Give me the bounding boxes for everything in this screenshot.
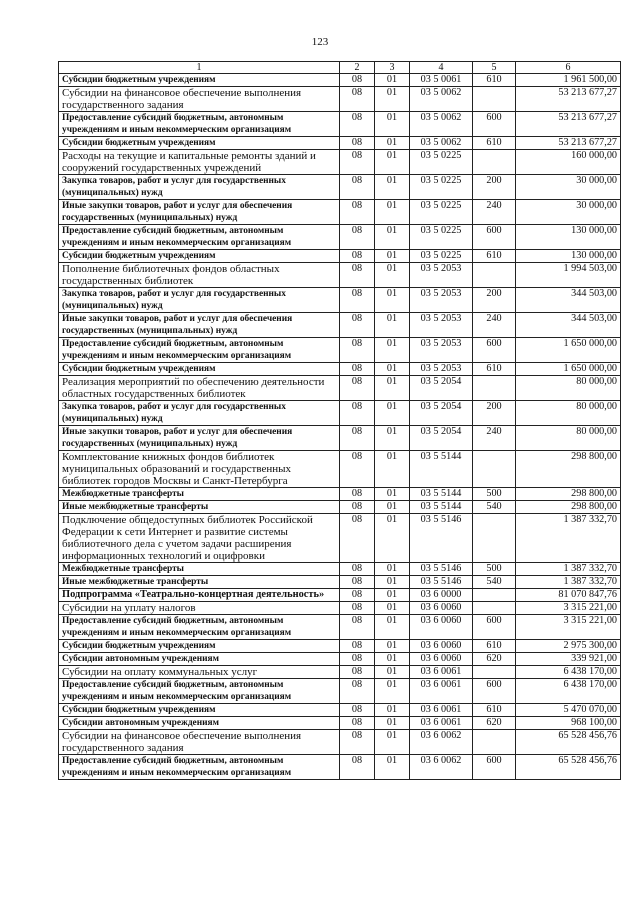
table-row (59, 363, 621, 376)
amount-cell: 80 000,00 (516, 426, 621, 451)
target-code-cell: 03 6 0062 (410, 755, 473, 780)
target-code-cell: 03 5 0062 (410, 87, 473, 112)
header-cell: 5 (473, 62, 516, 74)
section-code-cell: 08 (340, 225, 375, 250)
section-code-cell: 08 (340, 666, 375, 679)
section-code-cell: 08 (340, 730, 375, 755)
amount-cell: 968 100,00 (516, 717, 621, 730)
expense-type-cell (473, 730, 516, 755)
amount-cell: 53 213 677,27 (516, 137, 621, 150)
subsection-code-cell: 01 (375, 426, 410, 451)
section-code-cell: 08 (340, 150, 375, 175)
subsection-code-cell: 01 (375, 225, 410, 250)
target-code-cell: 03 5 5146 (410, 514, 473, 563)
row-name-cell: Субсидии автономным учреждениям (59, 717, 340, 730)
amount-cell: 344 503,00 (516, 313, 621, 338)
target-code-cell: 03 6 0060 (410, 615, 473, 640)
row-name-cell: Предоставление субсидий бюджетным, автономным учреждениям и иным некоммерческим организациям (59, 615, 340, 640)
section-code-cell: 08 (340, 576, 375, 589)
table-row (59, 563, 621, 576)
expense-type-cell (473, 514, 516, 563)
section-code-cell: 08 (340, 717, 375, 730)
section-code-cell: 08 (340, 563, 375, 576)
table-header-row (59, 62, 621, 74)
expense-type-cell: 200 (473, 175, 516, 200)
amount-cell: 30 000,00 (516, 200, 621, 225)
section-code-cell: 08 (340, 112, 375, 137)
table-row (59, 704, 621, 717)
expense-type-cell: 600 (473, 338, 516, 363)
row-name-cell: Пополнение библиотечных фондов областных государственных библиотек (59, 263, 340, 288)
subsection-code-cell: 01 (375, 137, 410, 150)
expense-type-cell: 240 (473, 313, 516, 338)
table-row (59, 313, 621, 338)
section-code-cell: 08 (340, 704, 375, 717)
section-code-cell: 08 (340, 363, 375, 376)
expense-type-cell: 540 (473, 501, 516, 514)
subsection-code-cell: 01 (375, 589, 410, 602)
section-code-cell: 08 (340, 288, 375, 313)
subsection-code-cell: 01 (375, 175, 410, 200)
target-code-cell: 03 5 2053 (410, 288, 473, 313)
amount-cell: 160 000,00 (516, 150, 621, 175)
subsection-code-cell: 01 (375, 376, 410, 401)
target-code-cell: 03 6 0061 (410, 679, 473, 704)
target-code-cell: 03 6 0062 (410, 730, 473, 755)
section-code-cell: 08 (340, 313, 375, 338)
expense-type-cell (473, 263, 516, 288)
row-name-cell: Предоставление субсидий бюджетным, автономным учреждениям и иным некоммерческим организациям (59, 225, 340, 250)
amount-cell: 81 070 847,76 (516, 589, 621, 602)
row-name-cell: Предоставление субсидий бюджетным, автономным учреждениям и иным некоммерческим организациям (59, 679, 340, 704)
amount-cell: 65 528 456,76 (516, 730, 621, 755)
row-name-cell: Предоставление субсидий бюджетным, автономным учреждениям и иным некоммерческим организациям (59, 338, 340, 363)
table-row (59, 602, 621, 615)
row-name-cell: Расходы на текущие и капитальные ремонты зданий и сооружений государственных учреждений (59, 150, 340, 175)
table-row (59, 175, 621, 200)
row-name-cell: Подключение общедоступных библиотек Российской Федерации к сети Интернет и развитие системы библиотечного дела с учетом задачи расширения информационных технологий и оцифровки (59, 514, 340, 563)
subsection-code-cell: 01 (375, 653, 410, 666)
target-code-cell: 03 5 0225 (410, 200, 473, 225)
subsection-code-cell: 01 (375, 755, 410, 780)
row-name-cell: Субсидии на оплату коммунальных услуг (59, 666, 340, 679)
row-name-cell: Субсидии бюджетным учреждениям (59, 704, 340, 717)
section-code-cell: 08 (340, 263, 375, 288)
amount-cell: 1 961 500,00 (516, 74, 621, 87)
table-row (59, 666, 621, 679)
amount-cell: 6 438 170,00 (516, 679, 621, 704)
table-row (59, 679, 621, 704)
subsection-code-cell: 01 (375, 263, 410, 288)
subsection-code-cell: 01 (375, 501, 410, 514)
section-code-cell: 08 (340, 501, 375, 514)
expense-type-cell (473, 589, 516, 602)
table-row (59, 150, 621, 175)
table-row (59, 338, 621, 363)
subsection-code-cell: 01 (375, 112, 410, 137)
target-code-cell: 03 5 2054 (410, 376, 473, 401)
target-code-cell: 03 5 5146 (410, 563, 473, 576)
row-name-cell: Закупка товаров, работ и услуг для государственных (муниципальных) нужд (59, 288, 340, 313)
table-row (59, 74, 621, 87)
table-row (59, 451, 621, 488)
row-name-cell: Иные закупки товаров, работ и услуг для обеспечения государственных (муниципальных) нужд (59, 313, 340, 338)
amount-cell: 298 800,00 (516, 451, 621, 488)
section-code-cell: 08 (340, 451, 375, 488)
table-row (59, 640, 621, 653)
table-row (59, 426, 621, 451)
expense-type-cell: 600 (473, 225, 516, 250)
expense-type-cell: 610 (473, 137, 516, 150)
target-code-cell: 03 5 0225 (410, 175, 473, 200)
subsection-code-cell: 01 (375, 87, 410, 112)
subsection-code-cell: 01 (375, 704, 410, 717)
table-row (59, 112, 621, 137)
subsection-code-cell: 01 (375, 363, 410, 376)
target-code-cell: 03 5 2053 (410, 363, 473, 376)
section-code-cell: 08 (340, 679, 375, 704)
section-code-cell: 08 (340, 74, 375, 87)
amount-cell: 65 528 456,76 (516, 755, 621, 780)
amount-cell: 298 800,00 (516, 501, 621, 514)
row-name-cell: Субсидии на уплату налогов (59, 602, 340, 615)
section-code-cell: 08 (340, 488, 375, 501)
subsection-code-cell: 01 (375, 200, 410, 225)
header-cell: 1 (59, 62, 340, 74)
table-row (59, 717, 621, 730)
table-row (59, 401, 621, 426)
row-name-cell: Субсидии на финансовое обеспечение выполнения государственного задания (59, 730, 340, 755)
expense-type-cell: 610 (473, 640, 516, 653)
target-code-cell: 03 5 5144 (410, 451, 473, 488)
amount-cell: 53 213 677,27 (516, 87, 621, 112)
table-row (59, 730, 621, 755)
table-row (59, 501, 621, 514)
section-code-cell: 08 (340, 175, 375, 200)
row-name-cell: Субсидии на финансовое обеспечение выполнения государственного задания (59, 87, 340, 112)
section-code-cell: 08 (340, 401, 375, 426)
subsection-code-cell: 01 (375, 563, 410, 576)
section-code-cell: 08 (340, 653, 375, 666)
target-code-cell: 03 5 0062 (410, 137, 473, 150)
amount-cell: 298 800,00 (516, 488, 621, 501)
target-code-cell: 03 5 0225 (410, 225, 473, 250)
target-code-cell: 03 5 5146 (410, 576, 473, 589)
subsection-code-cell: 01 (375, 250, 410, 263)
expense-type-cell: 240 (473, 200, 516, 225)
row-name-cell: Реализация мероприятий по обеспечению деятельности областных государственных библиотек (59, 376, 340, 401)
subsection-code-cell: 01 (375, 679, 410, 704)
table-row (59, 87, 621, 112)
subsection-code-cell: 01 (375, 730, 410, 755)
target-code-cell: 03 6 0000 (410, 589, 473, 602)
amount-cell: 1 994 503,00 (516, 263, 621, 288)
table-row (59, 137, 621, 150)
row-name-cell: Субсидии бюджетным учреждениям (59, 363, 340, 376)
row-name-cell: Субсидии бюджетным учреждениям (59, 137, 340, 150)
expense-type-cell: 610 (473, 363, 516, 376)
section-code-cell: 08 (340, 615, 375, 640)
subsection-code-cell: 01 (375, 615, 410, 640)
amount-cell: 130 000,00 (516, 225, 621, 250)
target-code-cell: 03 5 2053 (410, 263, 473, 288)
subsection-code-cell: 01 (375, 150, 410, 175)
amount-cell: 3 315 221,00 (516, 615, 621, 640)
page-number: 123 (311, 36, 329, 48)
section-code-cell: 08 (340, 589, 375, 602)
section-code-cell: 08 (340, 200, 375, 225)
row-name-cell: Комплектование книжных фондов библиотек муниципальных образований и государственных библиотек городов Москвы и Санкт-Петербурга (59, 451, 340, 488)
expense-type-cell: 610 (473, 250, 516, 263)
amount-cell: 3 315 221,00 (516, 602, 621, 615)
subsection-code-cell: 01 (375, 640, 410, 653)
row-name-cell: Закупка товаров, работ и услуг для государственных (муниципальных) нужд (59, 401, 340, 426)
expense-type-cell: 600 (473, 679, 516, 704)
section-code-cell: 08 (340, 376, 375, 401)
subsection-code-cell: 01 (375, 288, 410, 313)
subsection-code-cell: 01 (375, 717, 410, 730)
table-row (59, 250, 621, 263)
row-name-cell: Субсидии автономным учреждениям (59, 653, 340, 666)
expense-type-cell: 620 (473, 717, 516, 730)
table-row (59, 376, 621, 401)
expense-type-cell (473, 602, 516, 615)
amount-cell: 30 000,00 (516, 175, 621, 200)
expense-type-cell: 500 (473, 563, 516, 576)
table-row (59, 615, 621, 640)
subsection-code-cell: 01 (375, 338, 410, 363)
row-name-cell: Иные закупки товаров, работ и услуг для обеспечения государственных (муниципальных) нужд (59, 426, 340, 451)
expense-type-cell (473, 666, 516, 679)
table-row (59, 200, 621, 225)
expense-type-cell: 240 (473, 426, 516, 451)
amount-cell: 344 503,00 (516, 288, 621, 313)
expense-type-cell: 620 (473, 653, 516, 666)
target-code-cell: 03 5 0061 (410, 74, 473, 87)
budget-table (58, 61, 621, 780)
amount-cell: 1 650 000,00 (516, 363, 621, 376)
target-code-cell: 03 6 0061 (410, 704, 473, 717)
amount-cell: 130 000,00 (516, 250, 621, 263)
target-code-cell: 03 6 0060 (410, 640, 473, 653)
header-cell: 6 (516, 62, 621, 74)
amount-cell: 2 975 300,00 (516, 640, 621, 653)
section-code-cell: 08 (340, 426, 375, 451)
row-name-cell: Субсидии бюджетным учреждениям (59, 250, 340, 263)
subsection-code-cell: 01 (375, 401, 410, 426)
expense-type-cell: 610 (473, 74, 516, 87)
expense-type-cell: 600 (473, 112, 516, 137)
target-code-cell: 03 5 2053 (410, 313, 473, 338)
amount-cell: 5 470 070,00 (516, 704, 621, 717)
expense-type-cell: 600 (473, 615, 516, 640)
subsection-code-cell: 01 (375, 313, 410, 338)
section-code-cell: 08 (340, 640, 375, 653)
expense-type-cell (473, 451, 516, 488)
target-code-cell: 03 5 5144 (410, 501, 473, 514)
section-code-cell: 08 (340, 755, 375, 780)
table-row (59, 653, 621, 666)
table-row (59, 263, 621, 288)
row-name-cell: Межбюджетные трансферты (59, 488, 340, 501)
header-cell: 4 (410, 62, 473, 74)
subsection-code-cell: 01 (375, 74, 410, 87)
row-name-cell: Иные межбюджетные трансферты (59, 501, 340, 514)
expense-type-cell (473, 150, 516, 175)
amount-cell: 53 213 677,27 (516, 112, 621, 137)
target-code-cell: 03 5 5144 (410, 488, 473, 501)
section-code-cell: 08 (340, 250, 375, 263)
target-code-cell: 03 5 0062 (410, 112, 473, 137)
table-row (59, 514, 621, 563)
target-code-cell: 03 5 2054 (410, 426, 473, 451)
target-code-cell: 03 6 0061 (410, 666, 473, 679)
subsection-code-cell: 01 (375, 576, 410, 589)
subsection-code-cell: 01 (375, 488, 410, 501)
expense-type-cell: 200 (473, 288, 516, 313)
expense-type-cell (473, 87, 516, 112)
section-code-cell: 08 (340, 338, 375, 363)
target-code-cell: 03 5 2053 (410, 338, 473, 363)
amount-cell: 1 387 332,70 (516, 514, 621, 563)
subsection-code-cell: 01 (375, 451, 410, 488)
amount-cell: 6 438 170,00 (516, 666, 621, 679)
table-row (59, 576, 621, 589)
row-name-cell: Предоставление субсидий бюджетным, автономным учреждениям и иным некоммерческим организациям (59, 755, 340, 780)
target-code-cell: 03 6 0060 (410, 653, 473, 666)
amount-cell: 1 650 000,00 (516, 338, 621, 363)
table-row (59, 755, 621, 780)
target-code-cell: 03 5 0225 (410, 150, 473, 175)
subsection-code-cell: 01 (375, 602, 410, 615)
subsection-code-cell: 01 (375, 666, 410, 679)
amount-cell: 80 000,00 (516, 401, 621, 426)
target-code-cell: 03 5 2054 (410, 401, 473, 426)
expense-type-cell: 200 (473, 401, 516, 426)
section-code-cell: 08 (340, 602, 375, 615)
row-name-cell: Межбюджетные трансферты (59, 563, 340, 576)
amount-cell: 339 921,00 (516, 653, 621, 666)
amount-cell: 1 387 332,70 (516, 563, 621, 576)
row-name-cell: Субсидии бюджетным учреждениям (59, 640, 340, 653)
target-code-cell: 03 6 0061 (410, 717, 473, 730)
target-code-cell: 03 6 0060 (410, 602, 473, 615)
row-name-cell: Иные межбюджетные трансферты (59, 576, 340, 589)
target-code-cell: 03 5 0225 (410, 250, 473, 263)
table-row (59, 488, 621, 501)
table-row (59, 225, 621, 250)
section-code-cell: 08 (340, 514, 375, 563)
table-row (59, 288, 621, 313)
expense-type-cell: 610 (473, 704, 516, 717)
expense-type-cell: 540 (473, 576, 516, 589)
expense-type-cell: 500 (473, 488, 516, 501)
table-row (59, 589, 621, 602)
amount-cell: 80 000,00 (516, 376, 621, 401)
table-body (59, 62, 621, 780)
header-cell: 2 (340, 62, 375, 74)
expense-type-cell (473, 376, 516, 401)
row-name-cell: Предоставление субсидий бюджетным, автономным учреждениям и иным некоммерческим организациям (59, 112, 340, 137)
expense-type-cell: 600 (473, 755, 516, 780)
row-name-cell: Иные закупки товаров, работ и услуг для обеспечения государственных (муниципальных) нужд (59, 200, 340, 225)
section-code-cell: 08 (340, 137, 375, 150)
row-name-cell: Субсидии бюджетным учреждениям (59, 74, 340, 87)
subsection-code-cell: 01 (375, 514, 410, 563)
header-cell: 3 (375, 62, 410, 74)
amount-cell: 1 387 332,70 (516, 576, 621, 589)
section-code-cell: 08 (340, 87, 375, 112)
row-name-cell: Подпрограмма «Театрально-концертная деятельность» (59, 589, 340, 602)
row-name-cell: Закупка товаров, работ и услуг для государственных (муниципальных) нужд (59, 175, 340, 200)
